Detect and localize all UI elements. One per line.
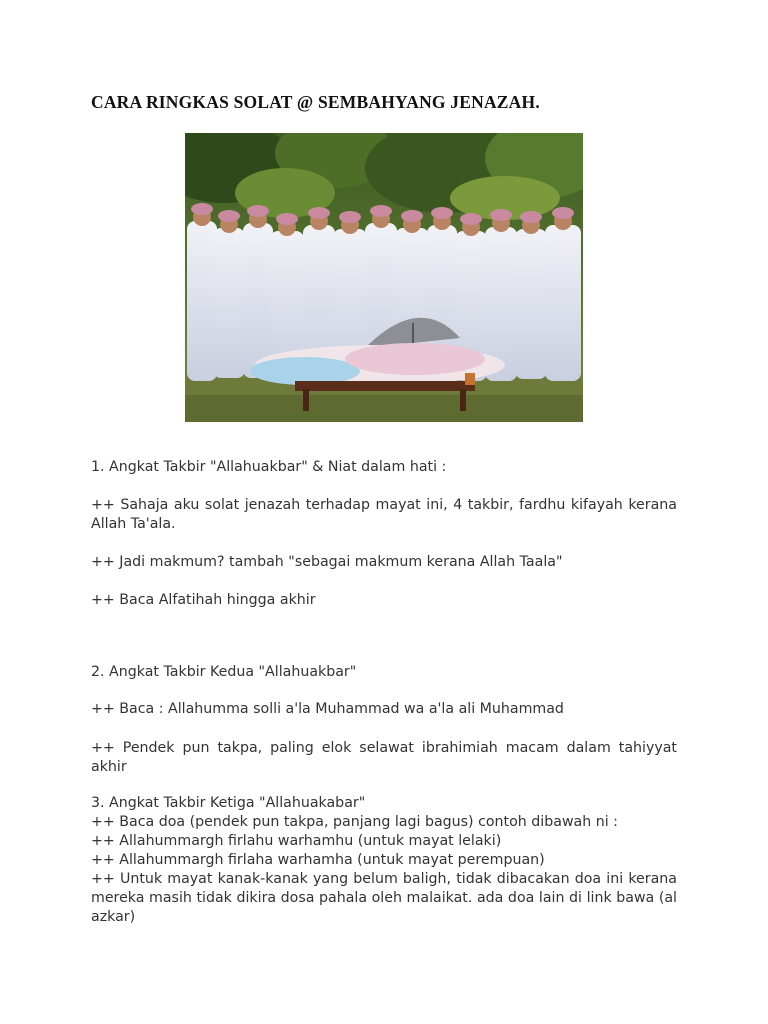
section-3-line-3: ++ Allahummargh firlaha warhamha (untuk mayat perempuan): [91, 852, 545, 868]
document-title: CARA RINGKAS SOLAT @ SEMBAHYANG JENAZAH.: [91, 92, 540, 112]
section-1-heading: 1. Angkat Takbir "Allahuakbar" & Niat dalam hati :: [91, 459, 447, 475]
section-2-line-2: ++ Pendek pun takpa, paling elok selawat ibrahimiah macam dalam tahiyyat akhir: [91, 740, 677, 775]
section-1-line-3: ++ Baca Alfatihah hingga akhir: [91, 592, 316, 608]
section-2-heading: 2. Angkat Takbir Kedua "Allahuakbar": [91, 664, 357, 680]
funeral-prayer-photo: [185, 133, 583, 422]
section-1-line-2: ++ Jadi makmum? tambah "sebagai makmum kerana Allah Taala": [91, 554, 563, 570]
section-3-line-1: ++ Baca doa (pendek pun takpa, panjang lagi bagus) contoh dibawah ni :: [91, 814, 618, 830]
section-2-line-1: ++ Baca : Allahumma solli a'la Muhammad wa a'la ali Muhammad: [91, 701, 564, 717]
section-3-line-4: ++ Untuk mayat kanak-kanak yang belum baligh, tidak dibacakan doa ini kerana mereka masih tidak dikira dosa pahala oleh malaikat. ada doa lain di link bawa (al azkar): [91, 871, 677, 925]
section-3-line-2: ++ Allahummargh firlahu warhamhu (untuk mayat lelaki): [91, 833, 502, 849]
section-3-heading: 3. Angkat Takbir Ketiga "Allahuakabar": [91, 795, 366, 811]
section-1-line-1: ++ Sahaja aku solat jenazah terhadap mayat ini, 4 takbir, fardhu kifayah kerana Allah Ta'ala.: [91, 497, 677, 532]
